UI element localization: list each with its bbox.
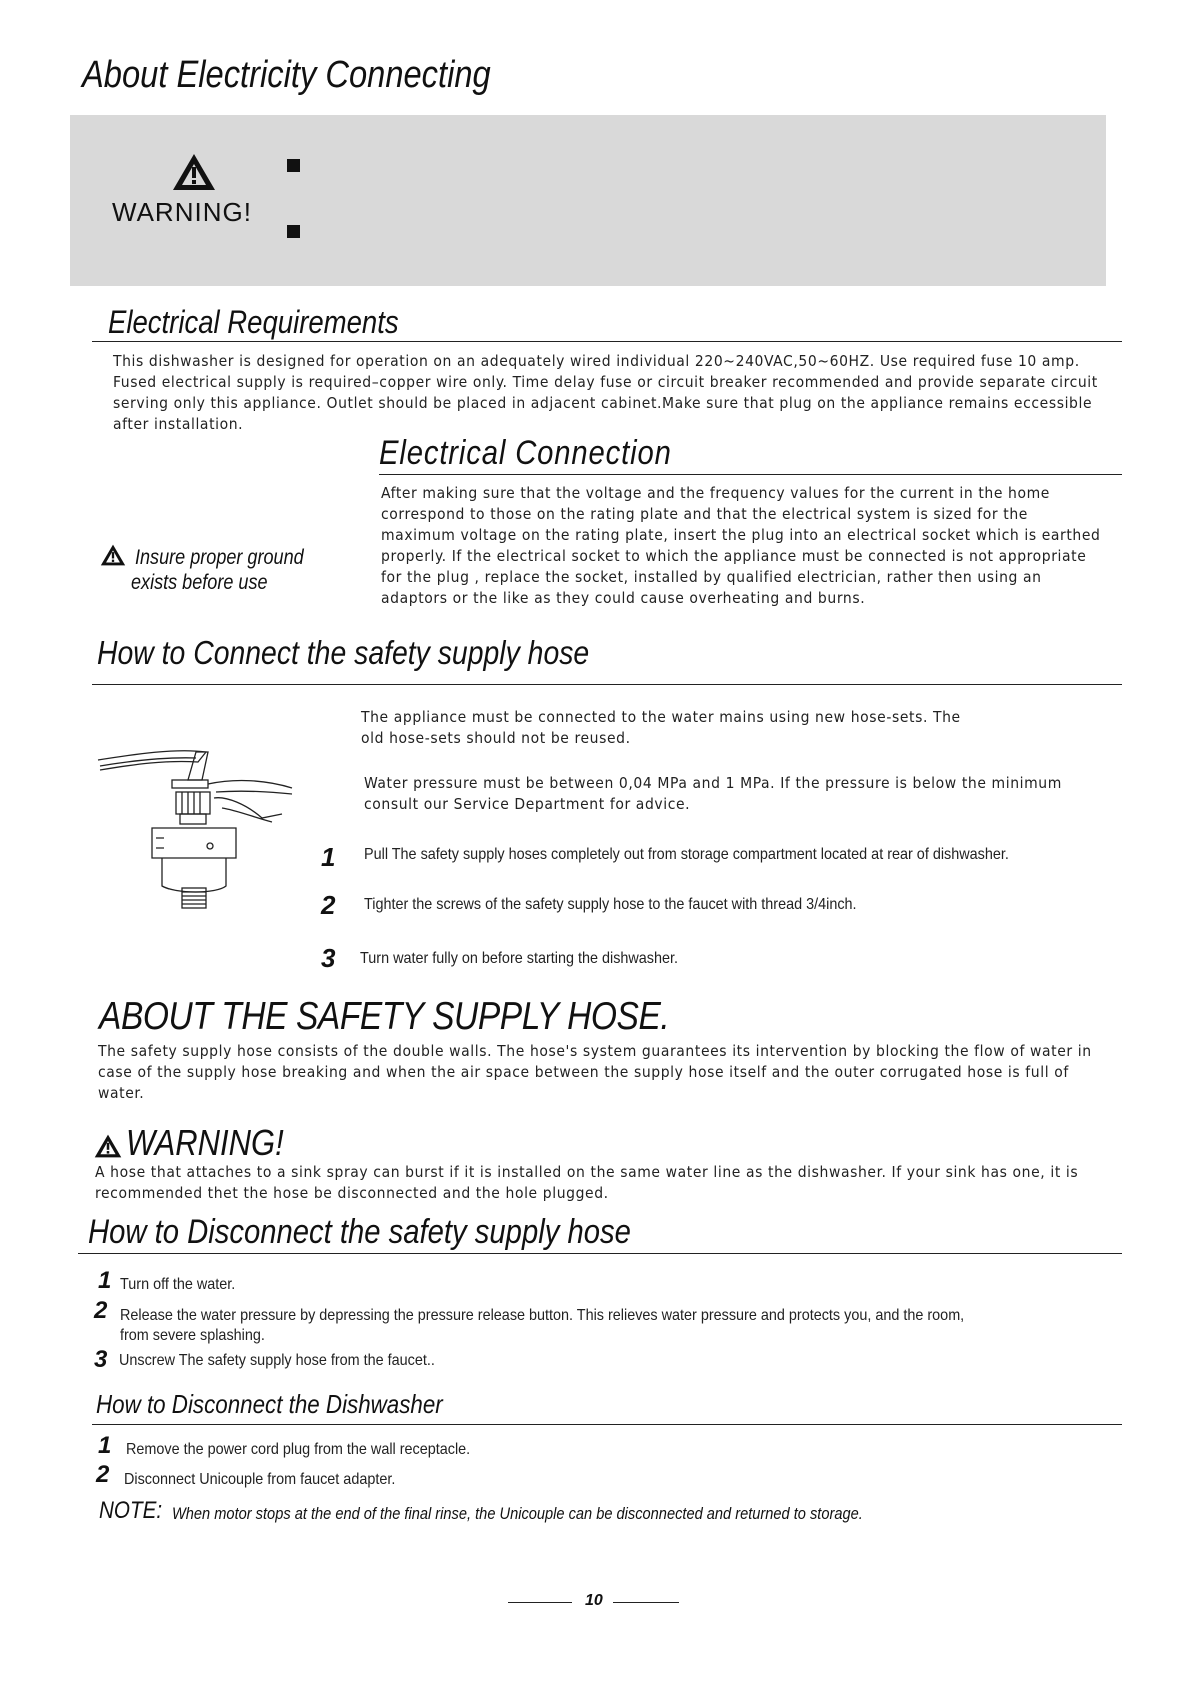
warning-label: WARNING! (112, 197, 252, 227)
divider (379, 474, 1122, 475)
step-number: 2 (96, 1461, 110, 1488)
dishwasher-step-text: Remove the power cord plug from the wall receptacle. (126, 1441, 471, 1458)
connect-hose-title: How to Connect the safety supply hose (97, 634, 590, 671)
step-number: 3 (94, 1346, 108, 1373)
connect-hose-para1: The appliance must be connected to the water mains using new hose-sets. The old hose-sets should not be reused. (361, 708, 961, 747)
connect-step-text: Tighter the screws of the safety supply hose to the faucet with thread 3/4inch. (364, 896, 857, 913)
footer-rule-left (508, 1602, 572, 1603)
divider (78, 1253, 1122, 1254)
warning-triangle-icon (100, 544, 126, 566)
ground-note-line1: Insure proper ground (135, 546, 304, 569)
step-number: 2 (94, 1297, 108, 1324)
warning-triangle-icon (94, 1134, 122, 1158)
about-hose-text: The safety supply hose consists of the double walls. The hose's system guarantees its intervention by blocking the flow of water in case of the supply hose breaking and when the air space between the supply hose itself and the outer corrugated hose is full of water. (98, 1042, 1092, 1102)
warning-box (70, 115, 1106, 286)
note-text: When motor stops at the end of the final rinse, the Unicouple can be disconnected and returned to storage. (172, 1504, 863, 1523)
dishwasher-step-text: Disconnect Unicouple from faucet adapter. (124, 1471, 396, 1488)
faucet-connection-illustration (96, 748, 296, 913)
electrical-requirements-title: Electrical Requirements (108, 304, 399, 340)
page-number: 10 (585, 1592, 603, 1609)
warning-triangle-icon (172, 153, 216, 191)
step-number: 1 (321, 842, 336, 872)
divider (92, 684, 1122, 685)
divider (92, 1424, 1122, 1425)
warning-bullet (287, 225, 300, 238)
disconnect-step-text: Unscrew The safety supply hose from the faucet.. (119, 1352, 435, 1369)
note-label: NOTE: (99, 1497, 163, 1524)
about-hose-title: ABOUT THE SAFETY SUPPLY HOSE. (99, 995, 670, 1038)
step-number: 1 (98, 1432, 112, 1459)
disconnect-step-text: Release the water pressure by depressing the pressure release button. This relieves water pressure and protects you, and the room, from severe splashing. (120, 1307, 965, 1344)
electrical-connection-title: Electrical Connection (379, 434, 672, 472)
footer-rule-right (613, 1602, 679, 1603)
electrical-requirements-text: This dishwasher is designed for operation on an adequately wired individual 220~240VAC,50~60HZ. Use required fuse 10 amp. Fused electrical supply is required–copper wire only. Time delay fuse or circuit breaker recommended and provide separate circuit serving only this appliance. Outlet should be placed in adjacent cabinet.Make sure that plug on the appliance remains eccessible after installation. (113, 352, 1098, 433)
step-number: 2 (321, 890, 336, 920)
divider (92, 341, 1122, 342)
connect-step-text: Turn water fully on before starting the dishwasher. (360, 950, 679, 967)
warning-text: A hose that attaches to a sink spray can burst if it is installed on the same water line as the dishwasher. If your sink has one, it is recommended thet the hose be disconnected and the hole plugged. (95, 1163, 1079, 1202)
warning-title: WARNING! (126, 1122, 284, 1163)
disconnect-dishwasher-title: How to Disconnect the Dishwasher (96, 1389, 443, 1419)
step-number: 1 (98, 1267, 112, 1294)
ground-note-line2: exists before use (131, 571, 268, 594)
connect-step-text: Pull The safety supply hoses completely out from storage compartment located at rear of dishwasher. (364, 846, 1009, 863)
page-title: About Electricity Connecting (82, 54, 491, 96)
electrical-connection-text: After making sure that the voltage and the frequency values for the current in the home correspond to those on the rating plate and that the electrical system is sized for the maximum voltage on the rating plate, insert the plug into an electrical socket which is earthed properly. If the electrical socket to which the appliance must be connected is not appropriate for the plug , replace the socket, installed by qualified electrician, rather then using an adaptors or the like as they could cause overheating and burns. (381, 484, 1101, 607)
connect-hose-para2: Water pressure must be between 0,04 MPa and 1 MPa. If the pressure is below the minimum consult our Service Department for advice. (364, 774, 1062, 813)
step-number: 3 (321, 943, 336, 973)
disconnect-hose-title: How to Disconnect the safety supply hose (88, 1213, 631, 1251)
disconnect-step-text: Turn off the water. (120, 1276, 236, 1293)
warning-bullet (287, 159, 300, 172)
